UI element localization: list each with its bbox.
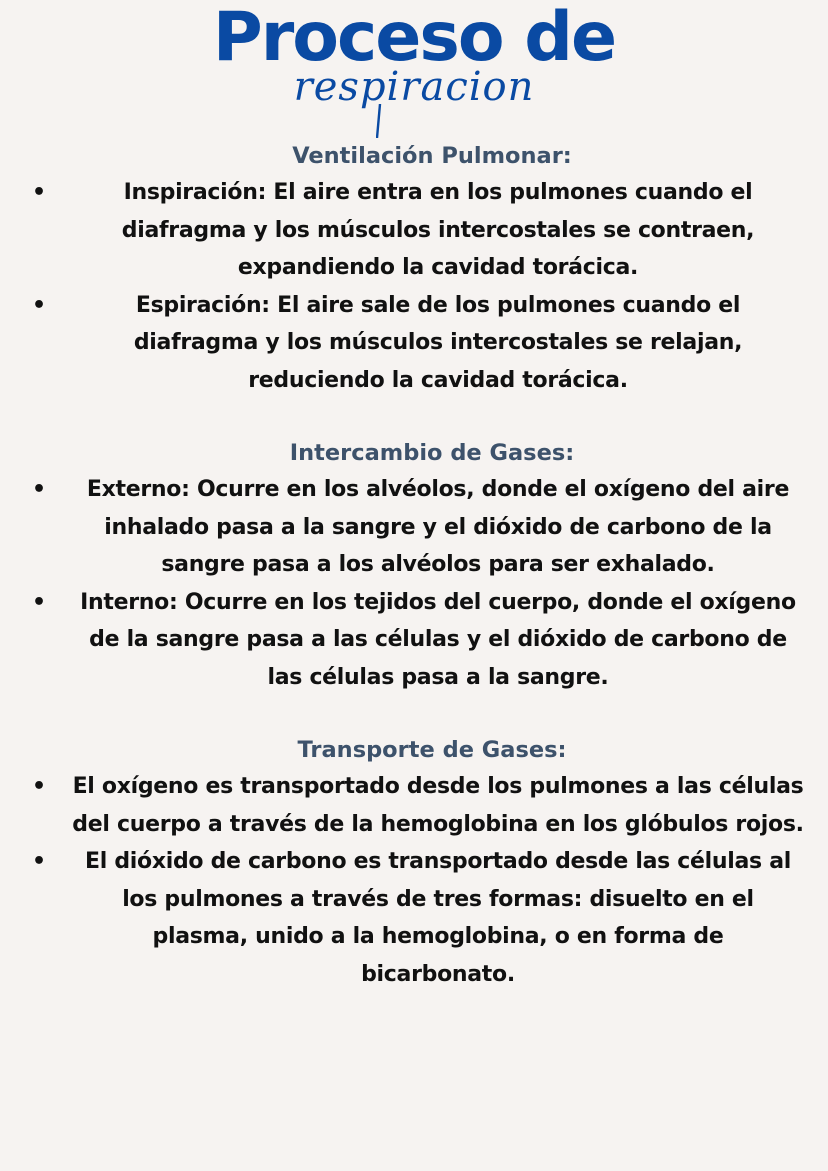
section-intercambio bbox=[30, 435, 804, 696]
list-item bbox=[30, 471, 804, 584]
script-flourish-stroke bbox=[376, 104, 382, 138]
bullet-list bbox=[30, 174, 804, 399]
page-title: Proceso de bbox=[212, 0, 616, 77]
list-item-text: Inspiración: El aire entra en los pulmones cuando el diafragma y los músculos intercostales se contraen, expandiendo la cavidad torácica. bbox=[121, 180, 755, 280]
section-heading: Ventilación Pulmonar: bbox=[292, 143, 572, 169]
list-item bbox=[30, 584, 804, 697]
list-item-text: Externo: Ocurre en los alvéolos, donde el oxígeno del aire inhalado pasa a la sangre y el dióxido de carbono de la sangre pasa a los alvéolos para ser exhalado. bbox=[86, 477, 790, 577]
list-item-text: El dióxido de carbono es transportado desde las células al los pulmones a través de tres formas: disuelto en el plasma, unido a la hemoglobina, o en forma de bicarbonato. bbox=[84, 849, 791, 987]
bullet-icon: • bbox=[32, 180, 47, 205]
bullet-list bbox=[30, 471, 804, 696]
list-item bbox=[30, 174, 804, 287]
bullet-icon: • bbox=[32, 589, 47, 615]
page-subtitle: respiracion bbox=[293, 64, 535, 110]
bullet-icon: • bbox=[32, 774, 47, 799]
section-heading: Intercambio de Gases: bbox=[289, 440, 575, 466]
bullet-icon: • bbox=[32, 477, 47, 502]
bullet-icon: • bbox=[32, 849, 47, 874]
section-heading: Transporte de Gases: bbox=[297, 737, 567, 763]
list-item bbox=[30, 843, 804, 993]
list-item-text: Interno: Ocurre en los tejidos del cuerpo, donde el oxígeno de la sangre pasa a las células y el dióxido de carbono de las células pasa a la sangre. bbox=[80, 589, 796, 690]
list-item-text: El oxígeno es transportado desde los pulmones a las células del cuerpo a través de la hemoglobina en los glóbulos rojos. bbox=[72, 774, 804, 837]
bullet-list bbox=[30, 768, 804, 993]
list-item bbox=[30, 768, 804, 843]
section-transporte bbox=[30, 732, 804, 993]
bullet-icon: • bbox=[32, 292, 47, 318]
section-ventilacion bbox=[30, 138, 804, 399]
content bbox=[30, 138, 804, 1029]
list-item-text: Espiración: El aire sale de los pulmones cuando el diafragma y los músculos intercostales se relajan, reduciendo la cavidad torácica. bbox=[133, 292, 743, 393]
list-item bbox=[30, 287, 804, 400]
